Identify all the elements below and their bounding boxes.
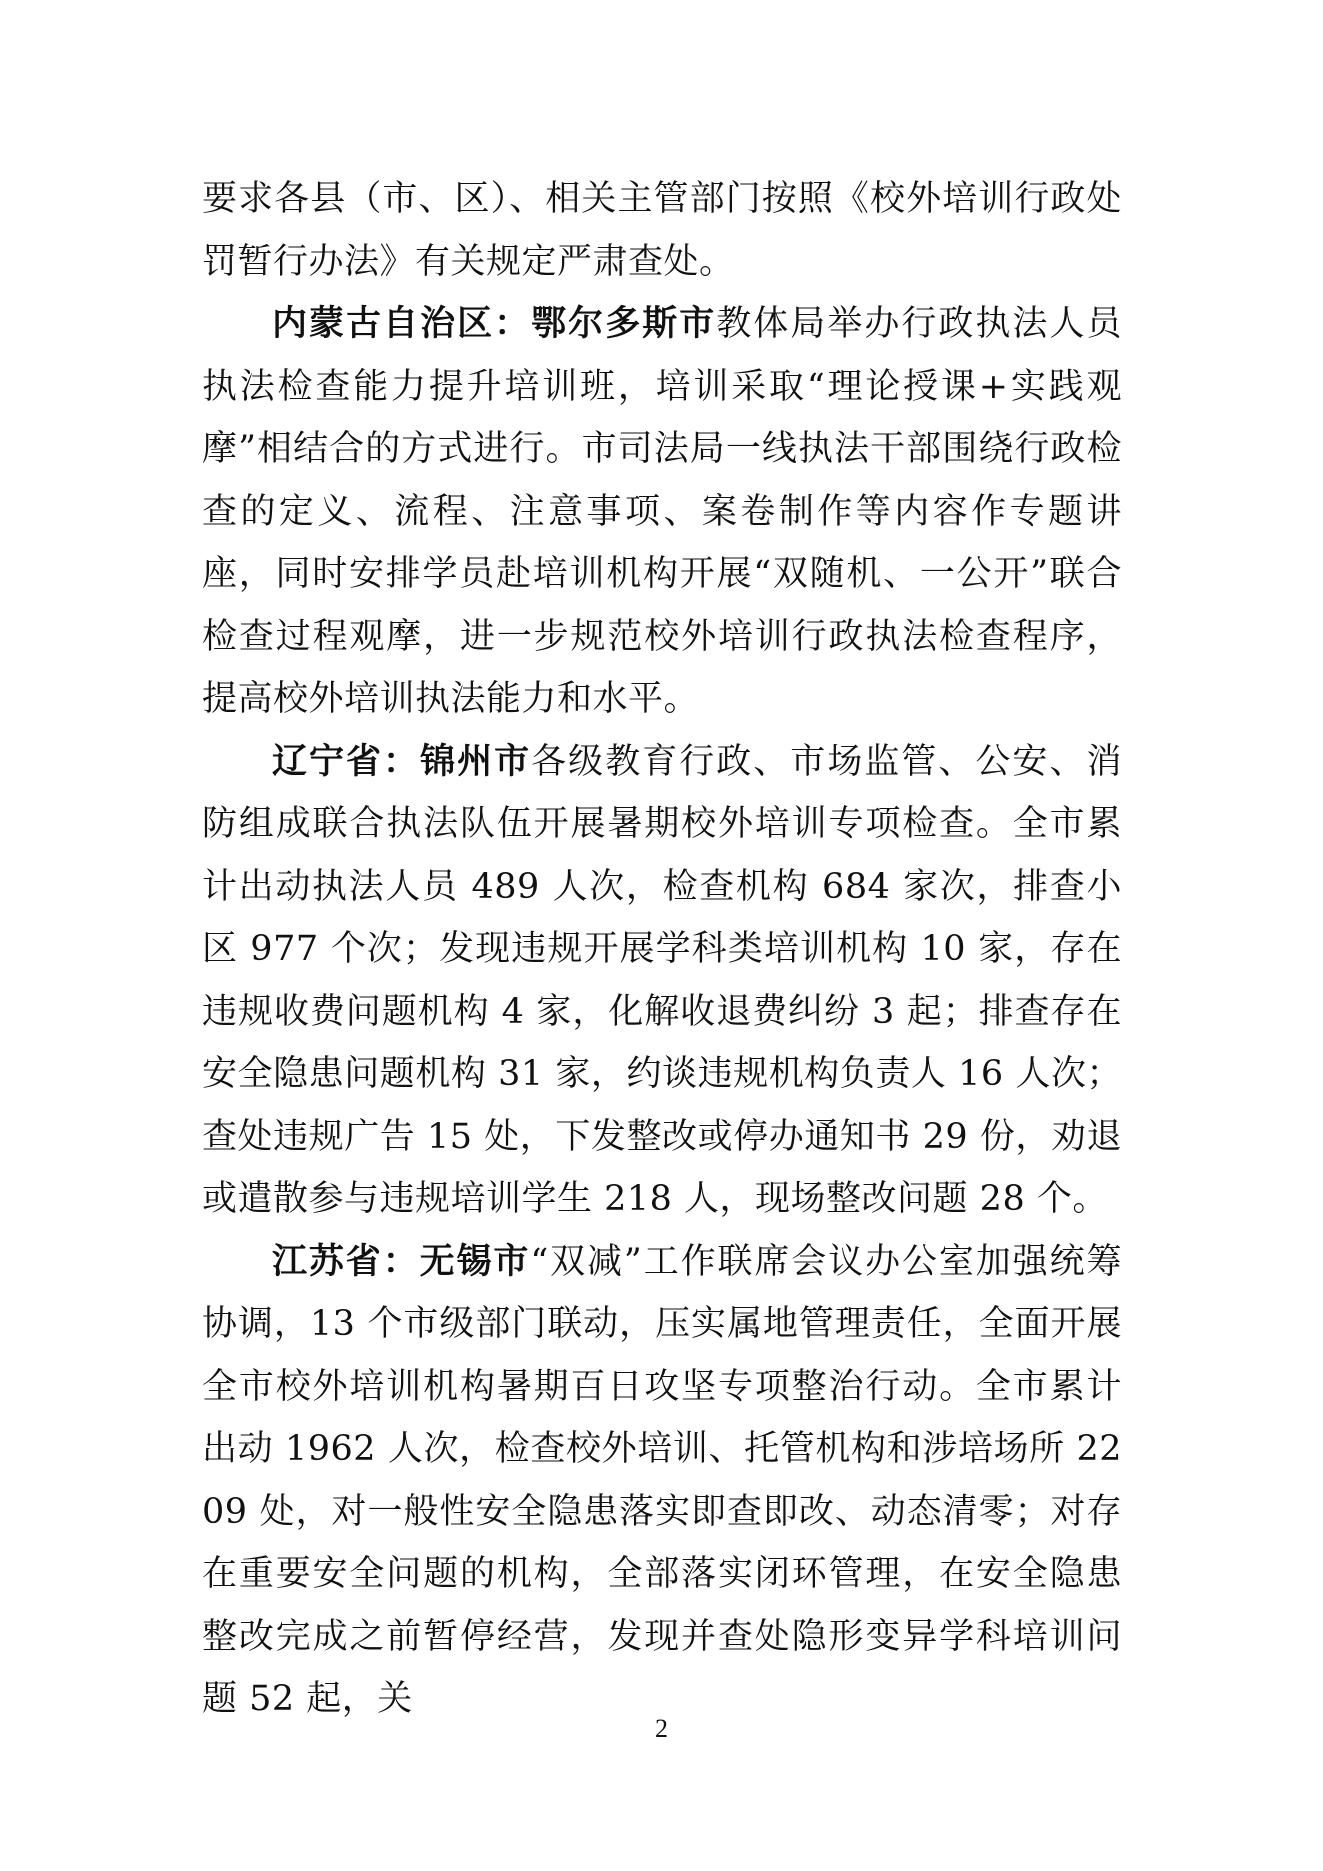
paragraph-text: 要求各县（市、区）、相关主管部门按照《校外培训行政处罚暂行办法》有关规定严肃查处。 — [202, 179, 1122, 282]
paragraph-text: 教体局举办行政执法人员执法检查能力提升培训班，培训采取“理论授课+实践观摩”相结合的方式进行。市司法局一线执法干部围绕行政检查的定义、流程、注意事项、案卷制作等内容作专题讲座，同时安排学员赴培训机构开展“双随机、一公开”联合检查过程观摩，进一步规范校外培训行政执法检查程序，提高校外培训执法能力和水平。 — [202, 304, 1122, 719]
page-number: 2 — [655, 1714, 668, 1743]
city-label: 锦州市 — [420, 741, 532, 782]
paragraph-text: 各级教育行政、市场监管、公安、消防组成联合执法队伍开展暑期校外培训专项检查。全市累计出动执法人员 489 人次，检查机构 684 家次，排查小区 977 个次；发现违规开展学科类培训机构 10 家，存在违规收费问题机构 4 家，化解收退费纠纷 3 起；排查存在安全隐患问题机构 31 家，约谈违规机构负责人 16 人次；查处违规广告 15 处，下发整改或停办通知书 29 份，劝退或遣散参与违规培训学生 218 人，现场整改问题 28 个。 — [202, 741, 1122, 1219]
region-label: 江苏省： — [272, 1241, 420, 1282]
paragraph-liaoning — [202, 731, 1122, 1231]
region-label: 辽宁省： — [272, 741, 421, 782]
city-label: 无锡市 — [419, 1241, 531, 1282]
paragraph-inner-mongolia — [202, 293, 1122, 731]
paragraph-text: “双减”工作联席会议办公室加强统筹协调，13 个市级部门联动，压实属地管理责任，全面开展全市校外培训机构暑期百日攻坚专项整治行动。全市累计出动 1962 人次，检查校外培训、托管机构和涉培场所 2209 处，对一般性安全隐患落实即查即改、动态清零；对存在重要安全问题的机构，全部落实闭环管理，在安全隐患整改完成之前暂停经营，发现并查处隐形变异学科培训问题 52 起，关 — [202, 1241, 1122, 1719]
document-body — [202, 168, 1122, 1731]
paragraph-jiangsu — [202, 1231, 1122, 1731]
region-label: 内蒙古自治区： — [272, 304, 532, 344]
city-label: 鄂尔多斯市 — [531, 304, 717, 344]
paragraph-continuation — [202, 168, 1122, 293]
